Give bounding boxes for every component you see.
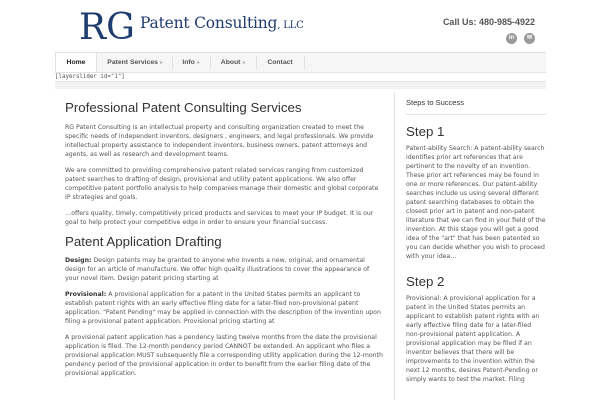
nav-home[interactable]: Home (55, 53, 97, 72)
nav-divider (304, 56, 305, 69)
design-text: Design patents may be granted to anyone who invents a new, original, and ornamental design for an article of manufacture. We offer high quality illustrations to cover the appearance of your novel item. Design patent pricing starting at (65, 257, 370, 282)
intro-paragraph: We are committed to providing comprehensive patent related services ranging from customized patent searches to drafting of design, provisional and utility patent applications. We also offer competitive patent portfolio analysis to help companies manage their domestic and global corporate IP strategies and goals. (65, 167, 379, 201)
intro-paragraph: RG Patent Consulting is an intellectual property and consulting organization created to meet the specific needs of independent inventors, designers , engineers, and legal professionals. We provide intellectual property assistance to independent inventors, business owners, patent attorneys and agents, as well as research and development teams. (65, 124, 374, 158)
nav-about[interactable] (211, 53, 255, 72)
step-text: Patent-ability Search: A patent-ability search identifies prior art references that are pertinent to the novelty of an invention. These prior art references may be found in one or more references. Our patent-ability searches include us using several different patent searching databases to obtain the closest prior art in patent and non-patent literature that we can find in your field of the invention. At this stage you will get a good idea of the "art" that has been patented so you can decide whether you wish to proceed with your idea… (406, 145, 546, 260)
chevron-right-icon: » (196, 60, 200, 66)
slider-shortcode: [layerslider id="1"] (55, 74, 125, 80)
content-band (55, 81, 546, 89)
nav-patent-services-label: Patent Services (107, 59, 158, 66)
nav-info[interactable] (173, 53, 209, 72)
design-label: Design: (65, 257, 92, 264)
column-divider (394, 92, 395, 400)
nav-about-label: About (220, 59, 241, 66)
page-title: Professional Patent Consulting Services (65, 100, 302, 115)
sidebar (406, 98, 546, 397)
sidebar-divider (406, 114, 546, 115)
main-content (65, 100, 385, 385)
step-text: Provisional: A provisional application for a patent in the United States permits an applicant to establish patent rights with an early effective filing date for a later-filed non-provisional patent application. A provisional application may be filed if an inventor believes that there will be improvements to the invention within the next 12 months, desires Patent-Pending or simply wants to test the market. Filing (406, 295, 540, 383)
site-name-suffix: , LLC (277, 20, 304, 31)
design-paragraph (65, 256, 385, 283)
site-header (0, 0, 600, 52)
intro-paragraph: …offers quality, timely, competitively priced products and services to meet your IP budget. It is our goal to help protect your competitive edge in order to ensure your financial success. (65, 210, 374, 226)
pendency-paragraph: A provisional patent application has a pendency lasting twelve months from the date the provisional application is filed. The 12-month pendency period CANNOT be extended. An applicant who files a provisional application MUST subsequently file a corresponding utility application during the 12-month pendency period of the provisional application in order to benefit from the earlier filing date of the provisional application. (65, 334, 383, 377)
email-icon[interactable]: ✉ (524, 33, 535, 44)
site-name-text: Patent Consulting (140, 14, 278, 32)
nav-info-label: Info (182, 59, 195, 66)
nav-contact[interactable]: Contact (267, 59, 293, 66)
provisional-label: Provisional: (65, 291, 107, 298)
chevron-right-icon: » (242, 60, 246, 66)
linkedin-icon[interactable]: in (506, 33, 517, 44)
logo[interactable] (76, 3, 138, 49)
chevron-right-icon: » (159, 60, 163, 66)
sidebar-title: Steps to Success (406, 98, 464, 107)
site-name (140, 14, 304, 32)
nav-patent-services[interactable] (99, 53, 171, 72)
call-us-text: Call Us: 480-985-4922 (442, 17, 535, 27)
provisional-text: A provisional application for a patent in the United States permits an applicant to establish patent rights with an early effective filing date for a later-filed non-provisional patent application. "Patent Pending" may be applied in connection with the description of the invention upon filing a provisional patent application. Provisional pricing starting at (65, 291, 381, 325)
logo-letters: RG (79, 7, 135, 48)
step-heading: Step 1 (406, 124, 445, 139)
main-nav (55, 52, 546, 73)
provisional-paragraph (65, 290, 385, 326)
step-heading: Step 2 (406, 274, 445, 289)
section-title-drafting: Patent Application Drafting (65, 234, 222, 249)
